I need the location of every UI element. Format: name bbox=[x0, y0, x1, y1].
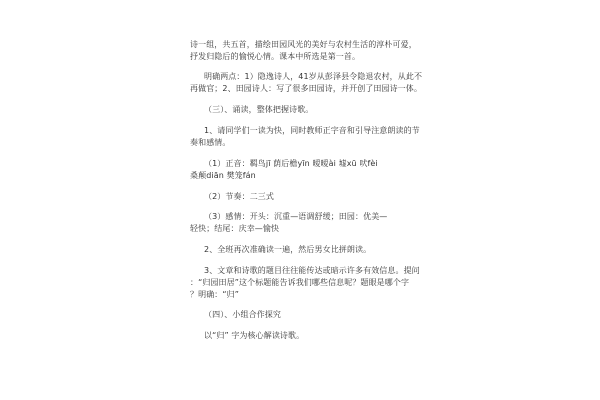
text-line: 奏和感情。 bbox=[190, 138, 231, 147]
section-heading: （三）、诵读，整体把握诗歌。 bbox=[204, 105, 314, 114]
text-line: 抒发归隐后的愉悦心情。课本中所选是第一首。 bbox=[190, 52, 361, 61]
text-line: 桑颠diān 樊笼fán bbox=[190, 171, 256, 180]
text-line: 2、全班再次准确读一遍，然后男女比拼朗读。 bbox=[204, 245, 372, 254]
text-line: ：“归园田居”这个标题能告诉我们哪些信息呢？题眼是哪个字 bbox=[190, 278, 410, 287]
text-line: 诗一组，共五首，描绘田园风光的美好与农村生活的淳朴可爱， bbox=[190, 40, 417, 49]
section-heading: （四）、小组合作探究 bbox=[204, 310, 281, 319]
text-line: 以“归” 字为核心解读诗歌。 bbox=[204, 331, 305, 340]
text-line: 明确两点：1）隐逸诗人，41岁从彭泽县令隐退农村，从此不 bbox=[204, 72, 423, 81]
text-line: （3）感情：开头：沉重—语调舒缓；田园：优美— bbox=[204, 212, 388, 221]
text-line: （2）节奏：二三式 bbox=[204, 192, 274, 201]
text-line: 再做官；2、田园诗人：写了很多田园诗，并开创了田园诗一体。 bbox=[190, 84, 422, 93]
text-line: ？明确：“归” bbox=[190, 290, 239, 299]
text-line: 轻快；结尾：庆幸—愉快 bbox=[190, 224, 280, 233]
text-line: 1、请同学们一读为快，同时教师正字音和引导注意朗读的节 bbox=[204, 126, 420, 135]
text-line: （1）正音：羁鸟jī 荫后檐yīn 暧暧ài 墟xū 吠fèi bbox=[204, 159, 378, 168]
text-line: 3、文章和诗歌的题目往往能传达或暗示许多有效信息。提问 bbox=[204, 266, 420, 275]
